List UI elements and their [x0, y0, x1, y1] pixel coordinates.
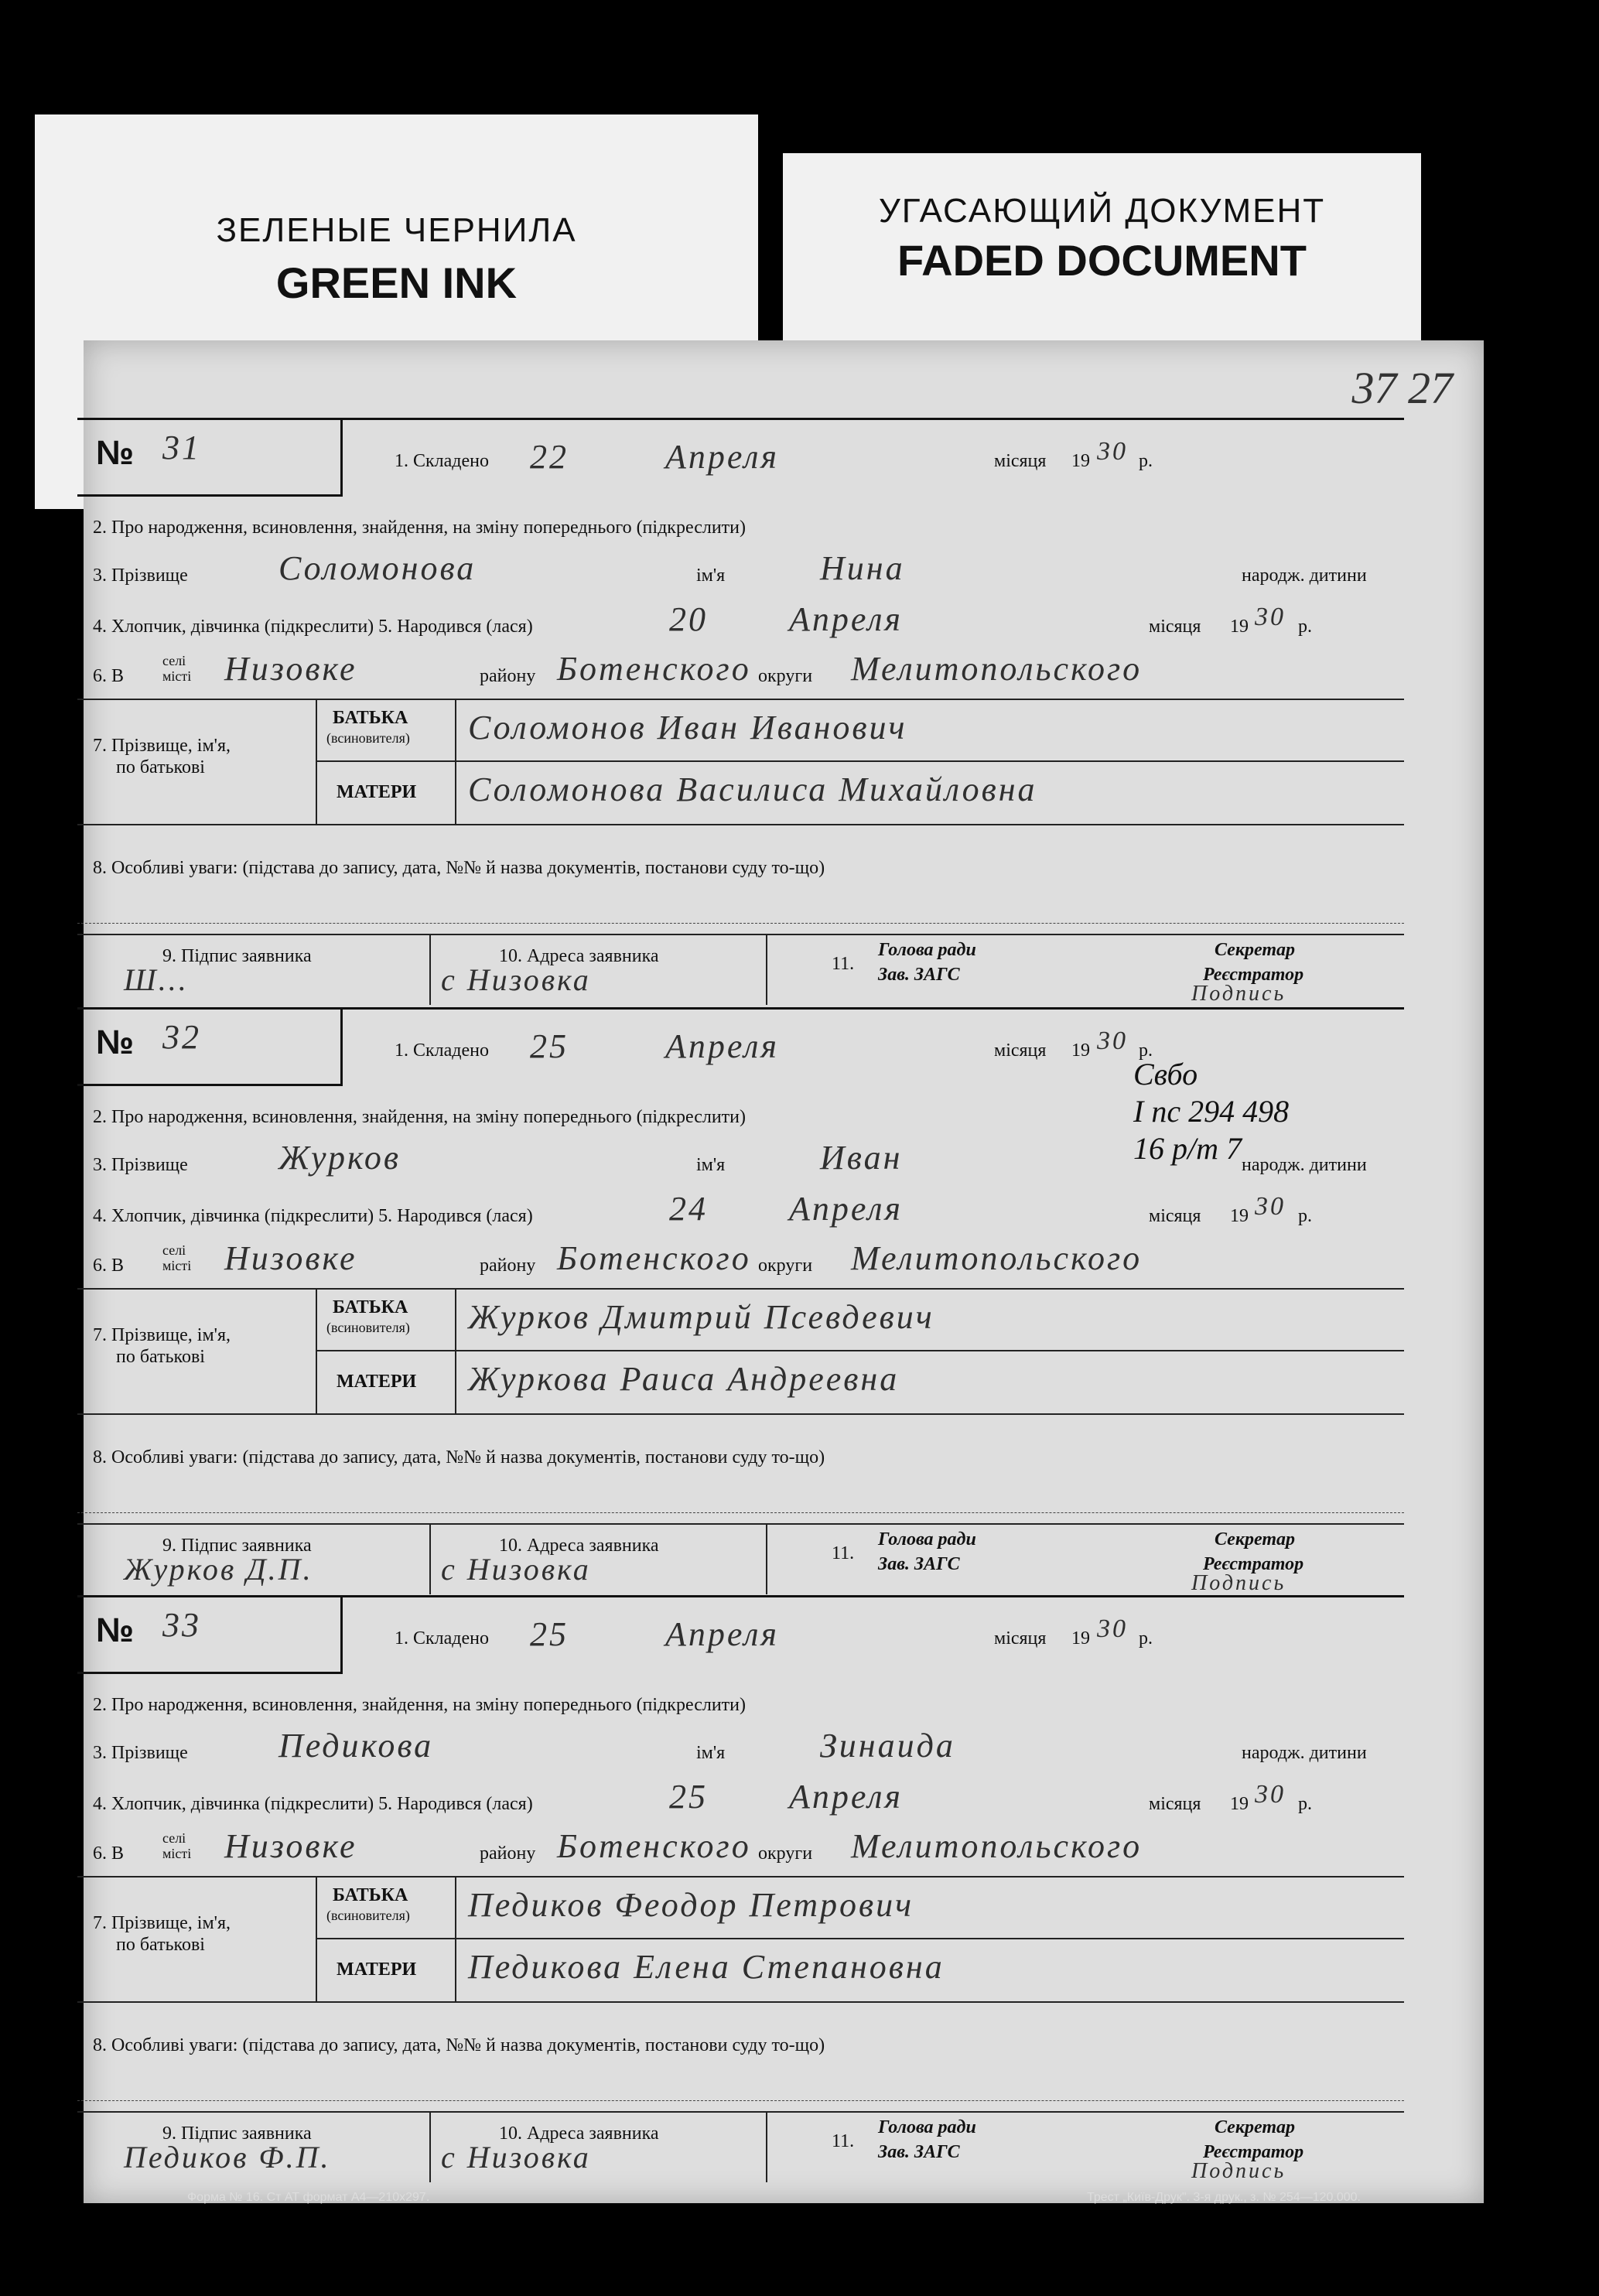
divider [77, 2111, 1404, 2113]
applicant-address: с Низовка [441, 2140, 591, 2175]
composed-month: Апреля [665, 1615, 779, 1653]
registry-head-label: Зав. ЗАГС [878, 965, 960, 985]
place-label: 6. В [93, 666, 125, 686]
composed-year: 30 [1097, 437, 1128, 466]
birth-month: Апреля [789, 1778, 903, 1816]
year-prefix: 19 [1071, 1040, 1090, 1061]
mother-label: МАТЕРИ [337, 782, 417, 802]
registry-head-label: Зав. ЗАГС [878, 2142, 960, 2162]
district-label: району [480, 1843, 536, 1864]
child-label: народж. дитини [1242, 565, 1367, 586]
district-value: Ботенского [557, 650, 751, 688]
margin-annotation [1133, 1056, 1289, 1167]
name-value: Зинаида [820, 1727, 955, 1765]
month-word: місяця [994, 1040, 1047, 1061]
year-suffix: р. [1139, 1040, 1153, 1061]
applicant-signature-label: 9. Підпис заявника [162, 1536, 312, 1556]
composed-year: 30 [1097, 1614, 1128, 1643]
mother-label: МАТЕРИ [337, 1959, 417, 1980]
council-head-label: Голова ради [878, 1529, 976, 1549]
divider [429, 1523, 431, 1594]
record-number-box [77, 1010, 343, 1086]
name-label: ім'я [696, 565, 726, 586]
form-footer-right: Трест „Київ-Друк". 3-я друк., з. № 254—120.000. [1087, 2191, 1361, 2204]
parents-label-a: 7. Прізвище, ім'я, [93, 1913, 231, 1933]
divider [766, 934, 767, 1005]
faded-document-label-ru: УГАСАЮЩИЙ ДОКУМЕНТ [878, 192, 1326, 230]
birth-record-33 [77, 1595, 1404, 2182]
okrug-label: округи [758, 666, 813, 686]
month-word: місяця [994, 1628, 1047, 1649]
record-kind-label: 2. Про народження, всиновлення, знайдення, на зміну попереднього (підкреслити) [93, 1695, 746, 1715]
officials-label: 11. [832, 1543, 855, 1563]
birth-year-prefix: 19 [1230, 617, 1249, 637]
applicant-address: с Низовка [441, 962, 591, 997]
number-sign: № [96, 1611, 135, 1649]
birth-day: 25 [669, 1778, 708, 1816]
applicant-signature-label: 9. Підпис заявника [162, 2123, 312, 2144]
divider [77, 1413, 1404, 1415]
birth-year-suffix: р. [1298, 617, 1312, 637]
applicant-signature-label: 9. Підпис заявника [162, 946, 312, 966]
father-value: Журков Дмитрий Псевдевич [468, 1298, 934, 1336]
parents-label-b: по батькові [116, 757, 205, 777]
okrug-value: Мелитопольского [851, 1827, 1143, 1865]
divider [429, 934, 431, 1005]
notes-label: 8. Особливі уваги: (підстава до запису, дата, №№ й назва документів, постанови суду то-що) [93, 1447, 825, 1467]
father-label: БАТЬКА [333, 1885, 408, 1905]
mother-label: МАТЕРИ [337, 1372, 417, 1392]
notes-line [77, 923, 1404, 924]
district-label: району [480, 1256, 536, 1276]
sheet-number: 37 27 [1351, 363, 1453, 413]
divider [766, 2111, 767, 2182]
parents-label-b: по батькові [116, 1935, 205, 1955]
annotation-line-2: I пс 294 498 [1133, 1094, 1290, 1129]
year-suffix: р. [1139, 1628, 1153, 1649]
secretary-signature: Подпись [1191, 1571, 1286, 1595]
secretary-label: Секретар [1215, 1529, 1295, 1549]
notes-line [77, 1512, 1404, 1513]
record-number: 32 [162, 1018, 201, 1056]
birth-month-word: місяця [1149, 617, 1201, 637]
gender-birth-label: 4. Хлопчик, дівчинка (підкреслити) 5. Народився (лася) [93, 1794, 533, 1814]
divider [77, 824, 1404, 825]
composed-label: 1. Складено [395, 1040, 490, 1061]
divider [77, 699, 1404, 700]
record-number-box [77, 420, 343, 497]
divider [316, 1350, 1404, 1351]
annotation-line-1: Свбо [1133, 1057, 1198, 1092]
district-label: району [480, 666, 536, 686]
notes-line [77, 2100, 1404, 2101]
form-footer-left: Форма № 16. Ст АТ формат А4—210x297. [187, 2191, 430, 2204]
record-kind-label: 2. Про народження, всиновлення, знайдення, на зміну попереднього (підкреслити) [93, 1107, 746, 1127]
applicant-address-label: 10. Адреса заявника [499, 2123, 659, 2144]
secretary-signature: Подпись [1191, 982, 1286, 1006]
father-sub-label: (всиновителя) [326, 1320, 410, 1335]
place-label: 6. В [93, 1843, 125, 1864]
okrug-value: Мелитопольского [851, 1239, 1143, 1277]
child-label: народж. дитини [1242, 1155, 1367, 1175]
composed-year: 30 [1097, 1027, 1128, 1055]
birth-month: Апреля [789, 600, 903, 638]
divider [77, 934, 1404, 935]
father-value: Педиков Феодор Петрович [468, 1886, 914, 1924]
village-label: селі [162, 653, 186, 668]
mother-value: Соломонова Василиса Михайловна [468, 770, 1037, 808]
composed-day: 22 [530, 438, 569, 476]
divider [77, 2001, 1404, 2003]
surname-label: 3. Прізвище [93, 565, 188, 586]
birth-year: 30 [1255, 1780, 1286, 1809]
green-ink-label-en: GREEN INK [275, 258, 518, 307]
applicant-signature: Журков Д.П. [124, 1552, 313, 1587]
secretary-signature: Подпись [1191, 2159, 1286, 2183]
number-sign: № [96, 434, 135, 472]
place-label: 6. В [93, 1256, 125, 1276]
name-value: Нина [820, 549, 905, 587]
place-value: Низовке [224, 1827, 357, 1865]
gender-birth-label: 4. Хлопчик, дівчинка (підкреслити) 5. Народився (лася) [93, 1206, 533, 1226]
town-label: місті [162, 1258, 192, 1273]
divider [77, 1523, 1404, 1525]
place-value: Низовке [224, 650, 357, 688]
name-label: ім'я [696, 1155, 726, 1175]
birth-year: 30 [1255, 603, 1286, 631]
gender-birth-label: 4. Хлопчик, дівчинка (підкреслити) 5. Народився (лася) [93, 617, 533, 637]
record-kind-label: 2. Про народження, всиновлення, знайдення, на зміну попереднього (підкреслити) [93, 518, 746, 538]
child-label: народж. дитини [1242, 1743, 1367, 1763]
birth-month-word: місяця [1149, 1206, 1201, 1226]
applicant-signature: Педиков Ф.П. [124, 2140, 331, 2175]
surname-label: 3. Прізвище [93, 1155, 188, 1175]
father-sub-label: (всиновителя) [326, 730, 410, 746]
father-label: БАТЬКА [333, 708, 408, 728]
number-sign: № [96, 1023, 135, 1061]
place-value: Низовке [224, 1239, 357, 1277]
annotation-line-3: 16 р/т 7 [1133, 1131, 1242, 1166]
composed-month: Апреля [665, 438, 779, 476]
month-word: місяця [994, 451, 1047, 471]
record-number-box [77, 1597, 343, 1674]
birth-year-prefix: 19 [1230, 1206, 1249, 1226]
divider [77, 1288, 1404, 1290]
divider [429, 2111, 431, 2182]
year-prefix: 19 [1071, 1628, 1090, 1649]
composed-month: Апреля [665, 1027, 779, 1065]
applicant-signature: Ш... [124, 962, 189, 997]
divider [316, 1938, 1404, 1939]
birth-day: 24 [669, 1190, 708, 1228]
district-value: Ботенского [557, 1239, 751, 1277]
name-label: ім'я [696, 1743, 726, 1763]
birth-month: Апреля [789, 1190, 903, 1228]
village-label: селі [162, 1830, 186, 1846]
composed-day: 25 [530, 1027, 569, 1065]
parents-label-b: по батькові [116, 1347, 205, 1367]
record-number: 31 [162, 429, 201, 466]
secretary-label: Секретар [1215, 940, 1295, 960]
okrug-value: Мелитопольского [851, 650, 1143, 688]
father-value: Соломонов Иван Иванович [468, 709, 907, 747]
composed-day: 25 [530, 1615, 569, 1653]
village-label: селі [162, 1242, 186, 1258]
birth-year-suffix: р. [1298, 1794, 1312, 1814]
name-value: Иван [820, 1139, 903, 1177]
okrug-label: округи [758, 1256, 813, 1276]
registrar-label: Реєстратор [1203, 965, 1304, 985]
parents-label-a: 7. Прізвище, ім'я, [93, 736, 231, 756]
surname-value: Соломонова [278, 549, 477, 587]
surname-value: Педикова [278, 1727, 434, 1765]
birth-year-suffix: р. [1298, 1206, 1312, 1226]
green-ink-label-ru: ЗЕЛЕНЫЕ ЧЕРНИЛА [216, 211, 577, 249]
officials-label: 11. [832, 954, 855, 974]
birth-month-word: місяця [1149, 1794, 1201, 1814]
applicant-address-label: 10. Адреса заявника [499, 1536, 659, 1556]
year-suffix: р. [1139, 451, 1153, 471]
surname-value: Журков [278, 1139, 401, 1177]
mother-value: Журкова Раиса Андреевна [468, 1360, 900, 1398]
composed-label: 1. Складено [395, 1628, 490, 1649]
birth-year-prefix: 19 [1230, 1794, 1249, 1814]
faded-document-label-en: FADED DOCUMENT [897, 236, 1307, 285]
surname-label: 3. Прізвище [93, 1743, 188, 1763]
registrar-label: Реєстратор [1203, 1554, 1304, 1574]
birth-record-31 [77, 418, 1404, 1005]
divider [77, 1876, 1404, 1877]
okrug-label: округи [758, 1843, 813, 1864]
town-label: місті [162, 1846, 192, 1861]
applicant-address-label: 10. Адреса заявника [499, 946, 659, 966]
father-sub-label: (всиновителя) [326, 1908, 410, 1923]
birth-day: 20 [669, 600, 708, 638]
officials-label: 11. [832, 2131, 855, 2151]
applicant-address: с Низовка [441, 1552, 591, 1587]
birth-year: 30 [1255, 1192, 1286, 1221]
district-value: Ботенского [557, 1827, 751, 1865]
parents-label-a: 7. Прізвище, ім'я, [93, 1325, 231, 1345]
council-head-label: Голова ради [878, 2117, 976, 2137]
registrar-label: Реєстратор [1203, 2142, 1304, 2162]
secretary-label: Секретар [1215, 2117, 1295, 2137]
year-prefix: 19 [1071, 451, 1090, 471]
notes-label: 8. Особливі уваги: (підстава до запису, дата, №№ й назва документів, постанови суду то-що) [93, 858, 825, 878]
divider [766, 1523, 767, 1594]
town-label: місті [162, 668, 192, 684]
notes-label: 8. Особливі уваги: (підстава до запису, дата, №№ й назва документів, постанови суду то-що) [93, 2035, 825, 2055]
composed-label: 1. Складено [395, 451, 490, 471]
council-head-label: Голова ради [878, 940, 976, 960]
registry-head-label: Зав. ЗАГС [878, 1554, 960, 1574]
divider [316, 760, 1404, 762]
father-label: БАТЬКА [333, 1297, 408, 1317]
mother-value: Педикова Елена Степановна [468, 1948, 945, 1986]
record-number: 33 [162, 1606, 201, 1644]
